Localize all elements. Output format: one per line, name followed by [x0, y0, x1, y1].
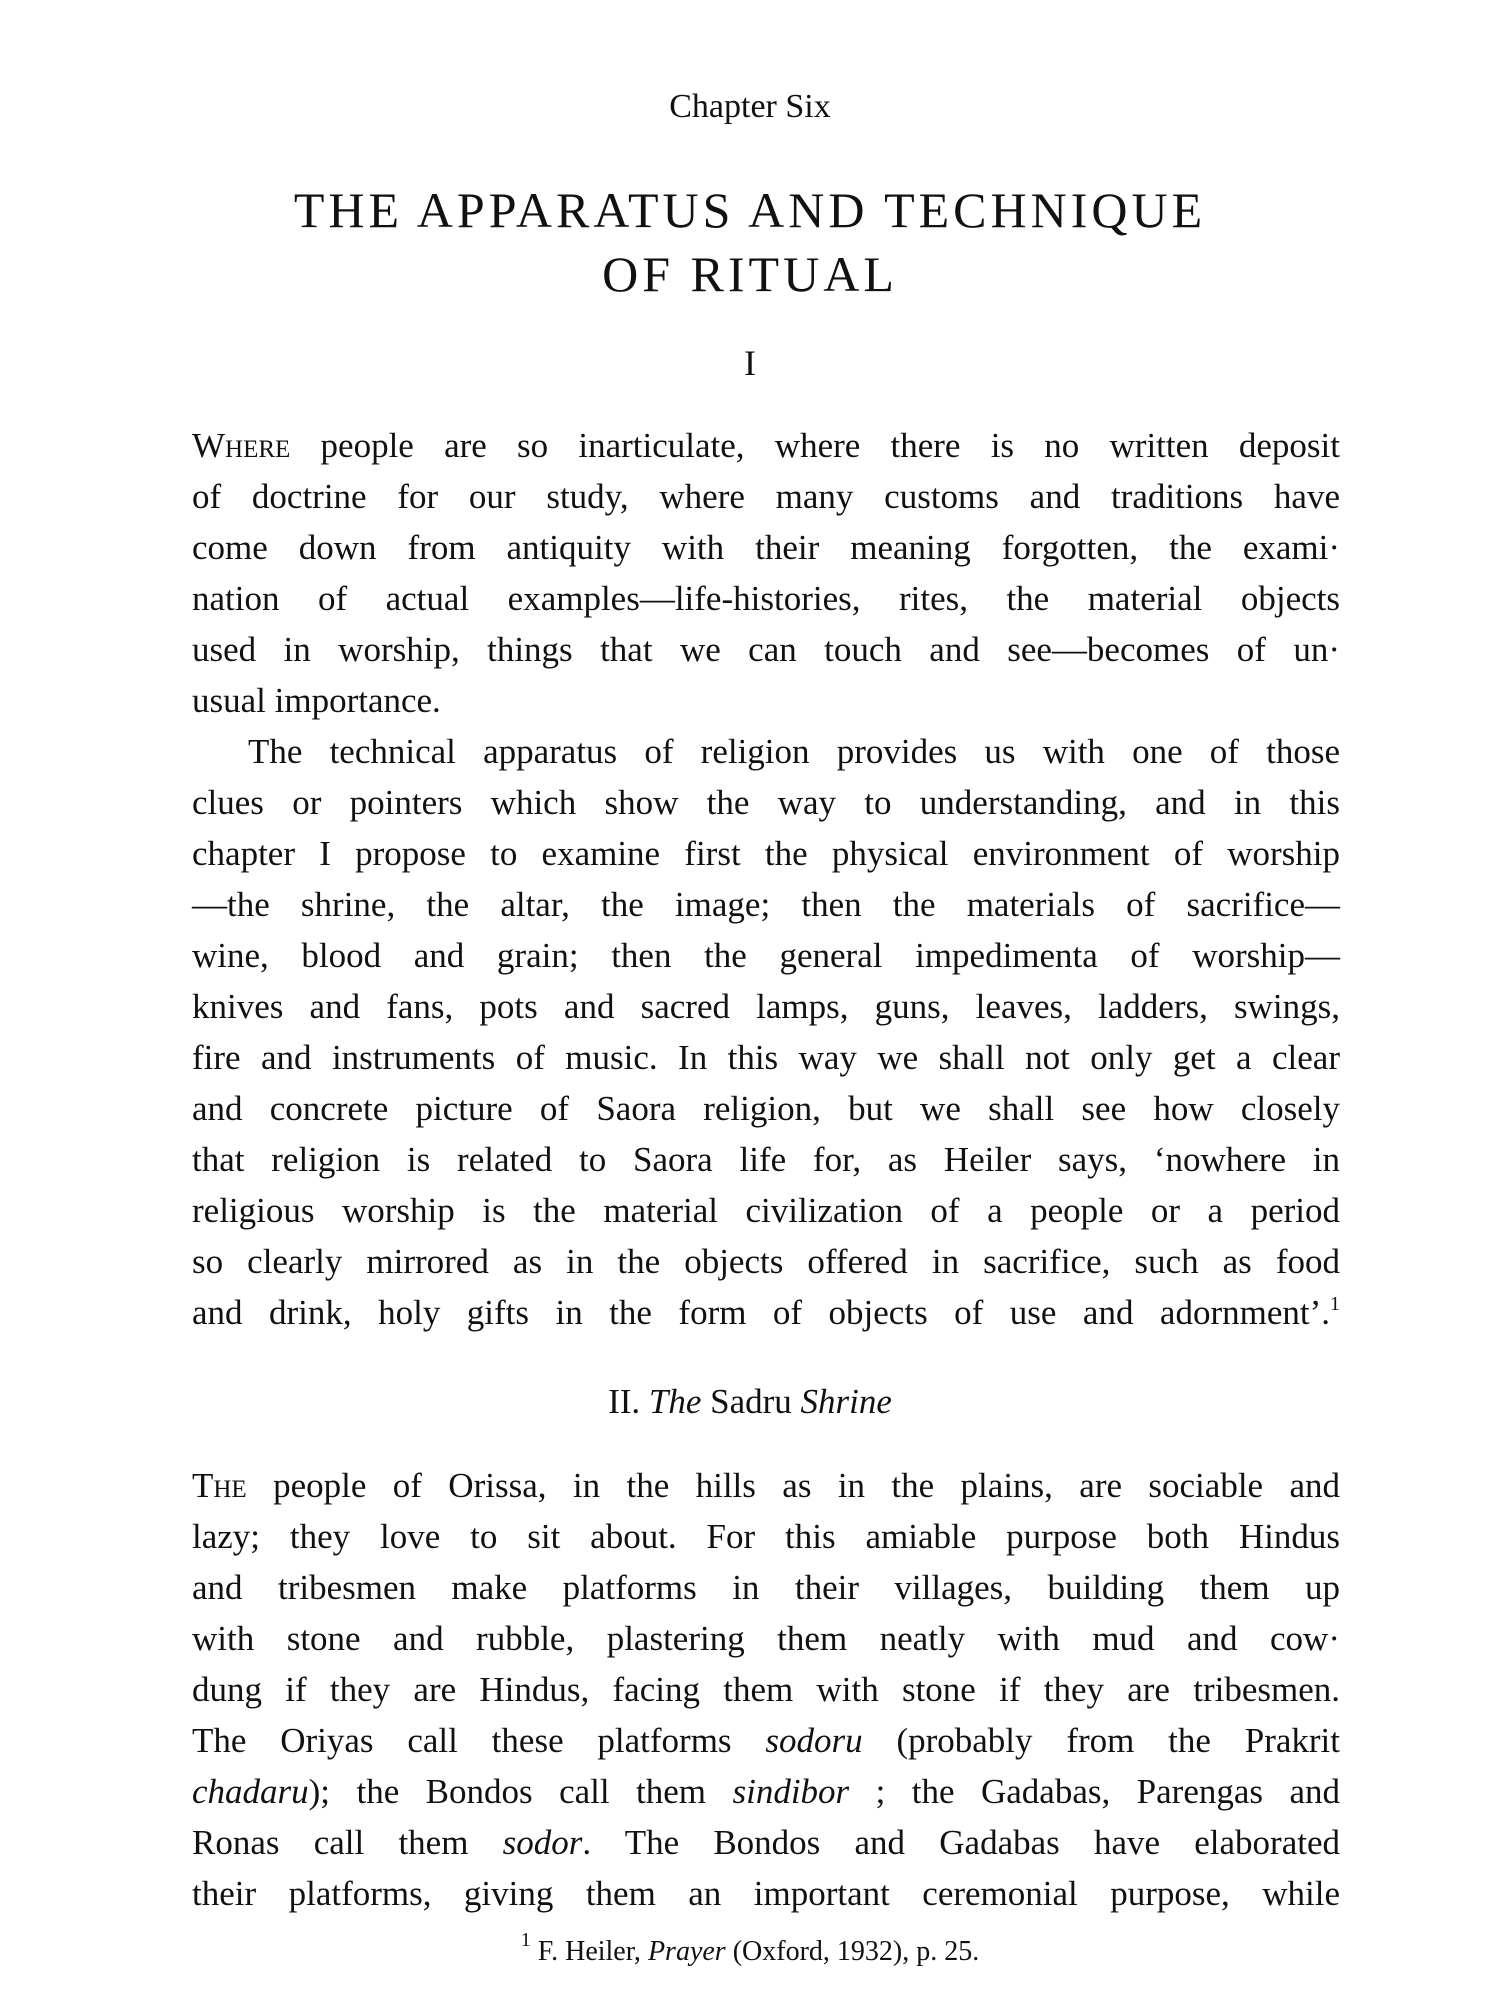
text-line: and tribesmen make platforms in their villages, building them up [192, 1568, 1340, 1607]
section-numeral: I [744, 343, 756, 383]
text-line: lazy; they love to sit about. For this amiable purpose both Hindus [192, 1517, 1340, 1556]
lead-word: The [192, 1466, 247, 1505]
text-line: fire and instruments of music. In this way we shall not only get a clear [192, 1038, 1340, 1077]
lead-word: Where [192, 426, 291, 465]
paragraph-1 [192, 420, 1340, 726]
chapter-label: Chapter Six [669, 88, 831, 125]
text-line: and concrete picture of Saora religion, but we shall see how closely [192, 1089, 1340, 1128]
text-line: chadaru); the Bondos call them sindibor ; the Gadabas, Parengas and [192, 1772, 1340, 1811]
text-line: their platforms, giving them an important ceremonial purpose, while [192, 1874, 1340, 1913]
text-line: and drink, holy gifts in the form of objects of use and adornment’.$^1$ [192, 1293, 1340, 1332]
text-line: used in worship, things that we can touch and see—becomes of un· [192, 630, 1340, 669]
text-line: The Oriyas call these platforms sodoru (probably from the Prakrit [192, 1721, 1341, 1760]
chapter-title-line-1: THE APPARATUS AND TECHNIQUE [293, 182, 1207, 238]
text-line: Where people are so inarticulate, where there is no written deposit [192, 426, 1340, 465]
footnote-marker: 1 [520, 1929, 531, 1951]
text-line: The technical apparatus of religion provides us with one of those [248, 732, 1340, 771]
paragraph-2 [192, 726, 1340, 1338]
text-line: so clearly mirrored as in the objects offered in sacrifice, such as food [192, 1242, 1340, 1281]
text-line: Ronas call them sodor. The Bondos and Gadabas have elaborated [192, 1823, 1340, 1862]
text-line: usual importance. [192, 681, 441, 720]
section-2-text [192, 1460, 1340, 1919]
footnote-reference: 1 [1330, 1293, 1340, 1315]
text-line: chapter I propose to examine first the physical environment of worship [192, 834, 1340, 873]
text-line: dung if they are Hindus, facing them with stone if they are tribesmen. [192, 1670, 1340, 1709]
section-heading: II. The Sadru Shrine [608, 1382, 892, 1421]
chapter-title [0, 178, 1500, 306]
footnote: $^1$ F. Heiler, Prayer (Oxford, 1932), p. 25. [520, 1929, 980, 1967]
text-line: come down from antiquity with their meaning forgotten, the exami· [192, 528, 1340, 567]
text-line: clues or pointers which show the way to understanding, and in this [192, 783, 1340, 822]
paragraph-3 [192, 1460, 1340, 1919]
text-line: nation of actual examples—life-histories, rites, the material objects [192, 579, 1340, 618]
text-line: religious worship is the material civilization of a people or a period [192, 1191, 1340, 1230]
text-line: that religion is related to Saora life for, as Heiler says, ‘nowhere in [192, 1140, 1340, 1179]
text-line: of doctrine for our study, where many customs and traditions have [192, 477, 1340, 516]
text-line: The people of Orissa, in the hills as in the plains, are sociable and [192, 1466, 1340, 1505]
text-line: wine, blood and grain; then the general impedimenta of worship— [192, 936, 1340, 975]
text-line: knives and fans, pots and sacred lamps, guns, leaves, ladders, swings, [192, 987, 1340, 1026]
section-1-text [192, 420, 1340, 1338]
text-line: with stone and rubble, plastering them neatly with mud and cow· [192, 1619, 1340, 1658]
text-line: —the shrine, the altar, the image; then the materials of sacrifice— [192, 885, 1340, 924]
chapter-title-line-2: OF RITUAL [602, 246, 898, 302]
